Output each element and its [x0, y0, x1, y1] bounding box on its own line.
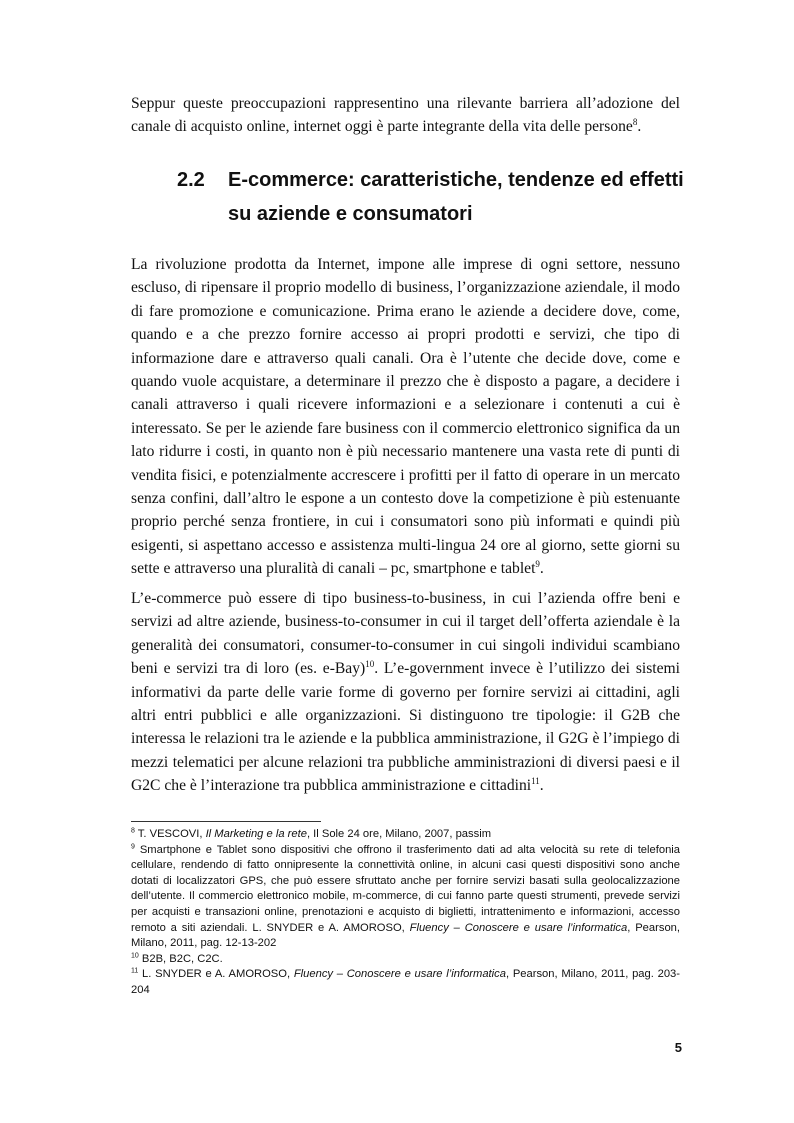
footnote-10: [131, 952, 680, 968]
footnote-text: T. VESCOVI,: [134, 828, 206, 840]
paragraph-ecommerce-types-end: .: [539, 777, 544, 795]
footnote-text: B2B, B2C, C2C.: [138, 952, 223, 965]
section-heading: [177, 163, 697, 231]
paragraph-intro: [131, 92, 680, 139]
section-number: 2.2: [177, 169, 205, 191]
section-title: E-commerce: caratteristiche, tendenze ed effetti su aziende e consumatori: [228, 169, 684, 225]
paragraph-intro-end: .: [637, 118, 642, 136]
footnote-text: , Il Sole 24 ore, Milano, 2007, passim: [306, 828, 492, 840]
footnote-text: , Pearson, Milano, 2011, pag. 203-204: [131, 968, 680, 996]
footnote-9: [131, 843, 680, 952]
paragraph-intro-text: Seppur queste preoccupazioni rappresentino una rilevante barriera all’adozione del canale di acquisto online, internet oggi è parte integrante della vita delle persone: [131, 95, 680, 136]
paragraph-ecommerce-types-text-a: L’e-commerce può essere di tipo business-to-business, in cui l’azienda offre beni e servizi ad altre aziende, business-to-consumer in cui il target dell’offerta aziendale è la generalità dei consumatori, consumer-to-consumer in cui singoli individui scambiano beni e servizi tra di loro (es. e-Bay): [131, 590, 680, 678]
footnote-title: Il Marketing e la rete: [205, 828, 307, 840]
footnote-8: [131, 827, 680, 843]
footnote-ref-9[interactable]: 9: [535, 559, 540, 570]
paragraph-ecommerce-types: [131, 587, 680, 798]
footnote-11: [131, 967, 680, 998]
paragraph-internet-revolution-text: La rivoluzione prodotta da Internet, impone alle imprese di ogni settore, nessuno escluso, di ripensare il proprio modello di business, l’organizzazione aziendale, il modo di fare promozione e comunicazione. Prima erano le aziende a decidere dove, come, quando e a che prezzo fornire accesso ai propri prodotti e servizi, che tipo di informazione dare e attraverso quali canali. Ora è l’utente che decide dove, come e quando vuole acquistare, a determinare il prezzo che è disposto a pagare, a decidere i canali attraverso i quali ricevere informazioni e a selezionare i contenuti a cui è interessato. Se per le aziende fare business con il commercio elettronico significa da un lato ridurre i costi, in quanto non è più necessario mantenere una vasta rete di punti di vendita fisici, e potenzialmente accrescere i profitti per il fatto di operare in un mercato senza confini, dall’altro le espone a un contesto dove la competizione è più estenuante proprio perché senza frontiere, in cui i consumatori sono più informati e quindi più esigenti, si aspettano accesso e assistenza multi-lingua 24 ore al giorno, sette giorni su sette e attraverso una pluralità di canali – pc, smartphone e tablet: [131, 256, 680, 578]
page-number: 5: [674, 1040, 682, 1055]
footnote-number: 8: [131, 827, 135, 835]
paragraph-internet-revolution: [131, 253, 680, 581]
footnote-text: Smartphone e Tablet sono dispositivi che offrono il trasferimento dati ad alta velocità su rete di telefonia cellulare, rendendo di fatto onnipresente la connettività online, in alcuni casi questi dispositivi sono anche dotati di localizzatori GPS, che può essere sfruttato anche per fornire servizi basati sulla geolocalizzazione dell’utente. Il commercio elettronico mobile, m-commerce, di cui fanno parte questi strumenti, prevede servizi per acquisti e transazioni online, prenotazioni e acquisto di biglietti, intrattenimento e informazioni, accesso remoto a siti aziendali. L. SNYDER e A. AMOROSO,: [131, 843, 680, 934]
paragraph-internet-revolution-end: .: [539, 560, 544, 578]
footnote-separator: [131, 821, 321, 822]
footnote-number: 9: [131, 842, 135, 850]
footnote-text: , Pearson, Milano, 2011, pag. 12-13-202: [131, 921, 680, 950]
footnote-title: Fluency – Conoscere e usare l’informatica: [409, 921, 628, 934]
footnote-ref-10[interactable]: 10: [365, 659, 375, 670]
footnote-number: 10: [131, 952, 139, 960]
paragraph-ecommerce-types-text-b: . L’e-government invece è l’utilizzo dei sistemi informativi da parte delle varie forme di governo per fornire servizi ai cittadini, agli altri entri pubblici e alle organizzazioni. Si distinguono tre tipologie: il G2B che interessa le relazioni tra le aziende e la pubblica amministrazione, il G2G è l’impiego di mezzi telematici per alcune relazioni tra pubbliche amministrazioni di diversi paesi e il G2C che è l’interazione tra pubblica amministrazione e cittadini: [131, 660, 681, 795]
footnotes: [131, 827, 680, 999]
footnote-number: 11: [131, 967, 139, 975]
footnote-text: L. SNYDER e A. AMOROSO,: [138, 968, 294, 981]
footnote-ref-8[interactable]: 8: [632, 117, 638, 128]
footnote-title: Fluency – Conoscere e usare l’informatica: [293, 968, 506, 981]
footnote-ref-11[interactable]: 11: [531, 776, 540, 787]
